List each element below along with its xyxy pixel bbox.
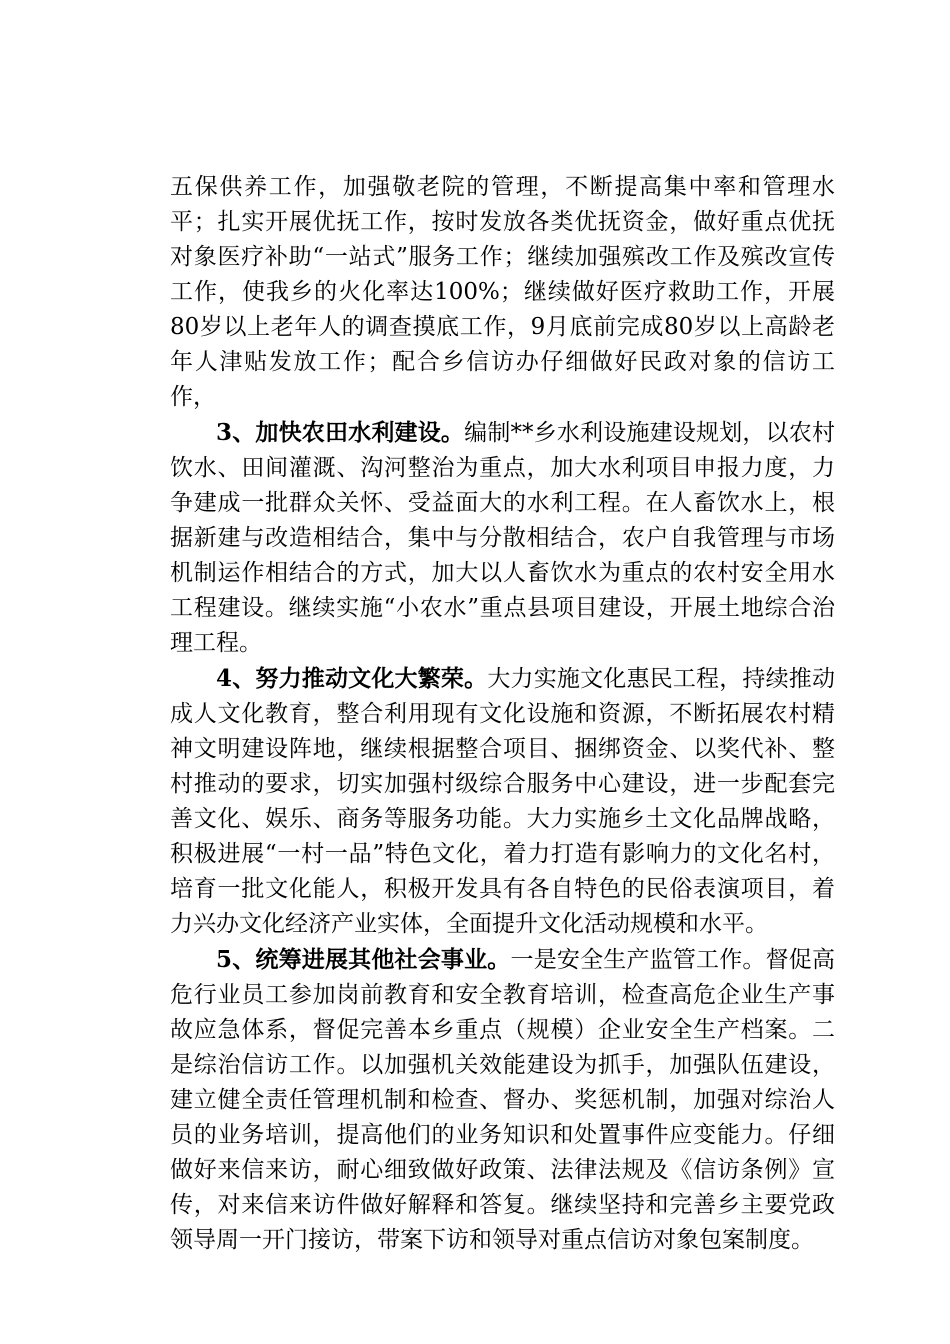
paragraph-text: 五保供养工作，加强敬老院的管理，不断提高集中率和管理水平；扎实开展优抚工作，按时发放各类优抚资金，做好重点优抚对象医疗补助“一站式”服务工作；继续加强殡改工作及殡改宣传工作，使我乡的火化率达100%；继续做好医疗救助工作，开展80岁以上老年人的调查摸底工作，9月底前完成80岁以上高龄老年人津贴发放工作；配合乡信访办仔细做好民政对象的信访工作， xyxy=(170,174,835,410)
paragraph-text: 一是安全生产监管工作。督促高危行业员工参加岗前教育和安全教育培训，检查高危企业生产事故应急体系，督促完善本乡重点（规模）企业安全生产档案。二是综治信访工作。以加强机关效能建设为抓手，加强队伍建设，建立健全责任管理机制和检查、督办、奖惩机制，加强对综治人员的业务培训，提高他们的业务知识和处置事件应变能力。仔细做好来信来访，耐心细致做好政策、法律法规及《信访条例》宣传，对来信来访件做好解释和答复。继续坚持和完善乡主要党政领导周一开门接访，带案下访和领导对重点信访对象包案制度。 xyxy=(170,947,835,1253)
paragraph-continuation xyxy=(170,170,835,415)
paragraph-heading: 3、加快农田水利建设。 xyxy=(216,419,465,446)
paragraph-culture xyxy=(170,661,835,942)
paragraph-text: 编制**乡水利设施建设规划，以农村饮水、田间灌溉、沟河整治为重点，加大水利项目申报力度，力争建成一批群众关怀、受益面大的水利工程。在人畜饮水上，根据新建与改造相结合，集中与分散相结合，农户自我管理与市场机制运作相结合的方式，加大以人畜饮水为重点的农村安全用水工程建设。继续实施“小农水”重点县项目建设，开展土地综合治理工程。 xyxy=(170,420,836,656)
document-body xyxy=(170,170,835,1258)
paragraph-heading: 4、努力推动文化大繁荣。 xyxy=(216,665,488,692)
paragraph-farmland-water xyxy=(170,415,835,661)
paragraph-text: 大力实施文化惠民工程，持续推动成人文化教育，整合利用现有文化设施和资源，不断拓展农村精神文明建设阵地，继续根据整合项目、捆绑资金、以奖代补、整村推动的要求，切实加强村级综合服务中心建设，进一步配套完善文化、娱乐、商务等服务功能。大力实施乡土文化品牌战略，积极进展“一村一品”特色文化，着力打造有影响力的文化名村，培育一批文化能人，积极开发具有各自特色的民俗表演项目，着力兴办文化经济产业实体，全面提升文化活动规模和水平。 xyxy=(170,666,835,937)
paragraph-heading: 5、统筹进展其他社会事业。 xyxy=(216,946,511,973)
paragraph-social-affairs xyxy=(170,942,835,1258)
